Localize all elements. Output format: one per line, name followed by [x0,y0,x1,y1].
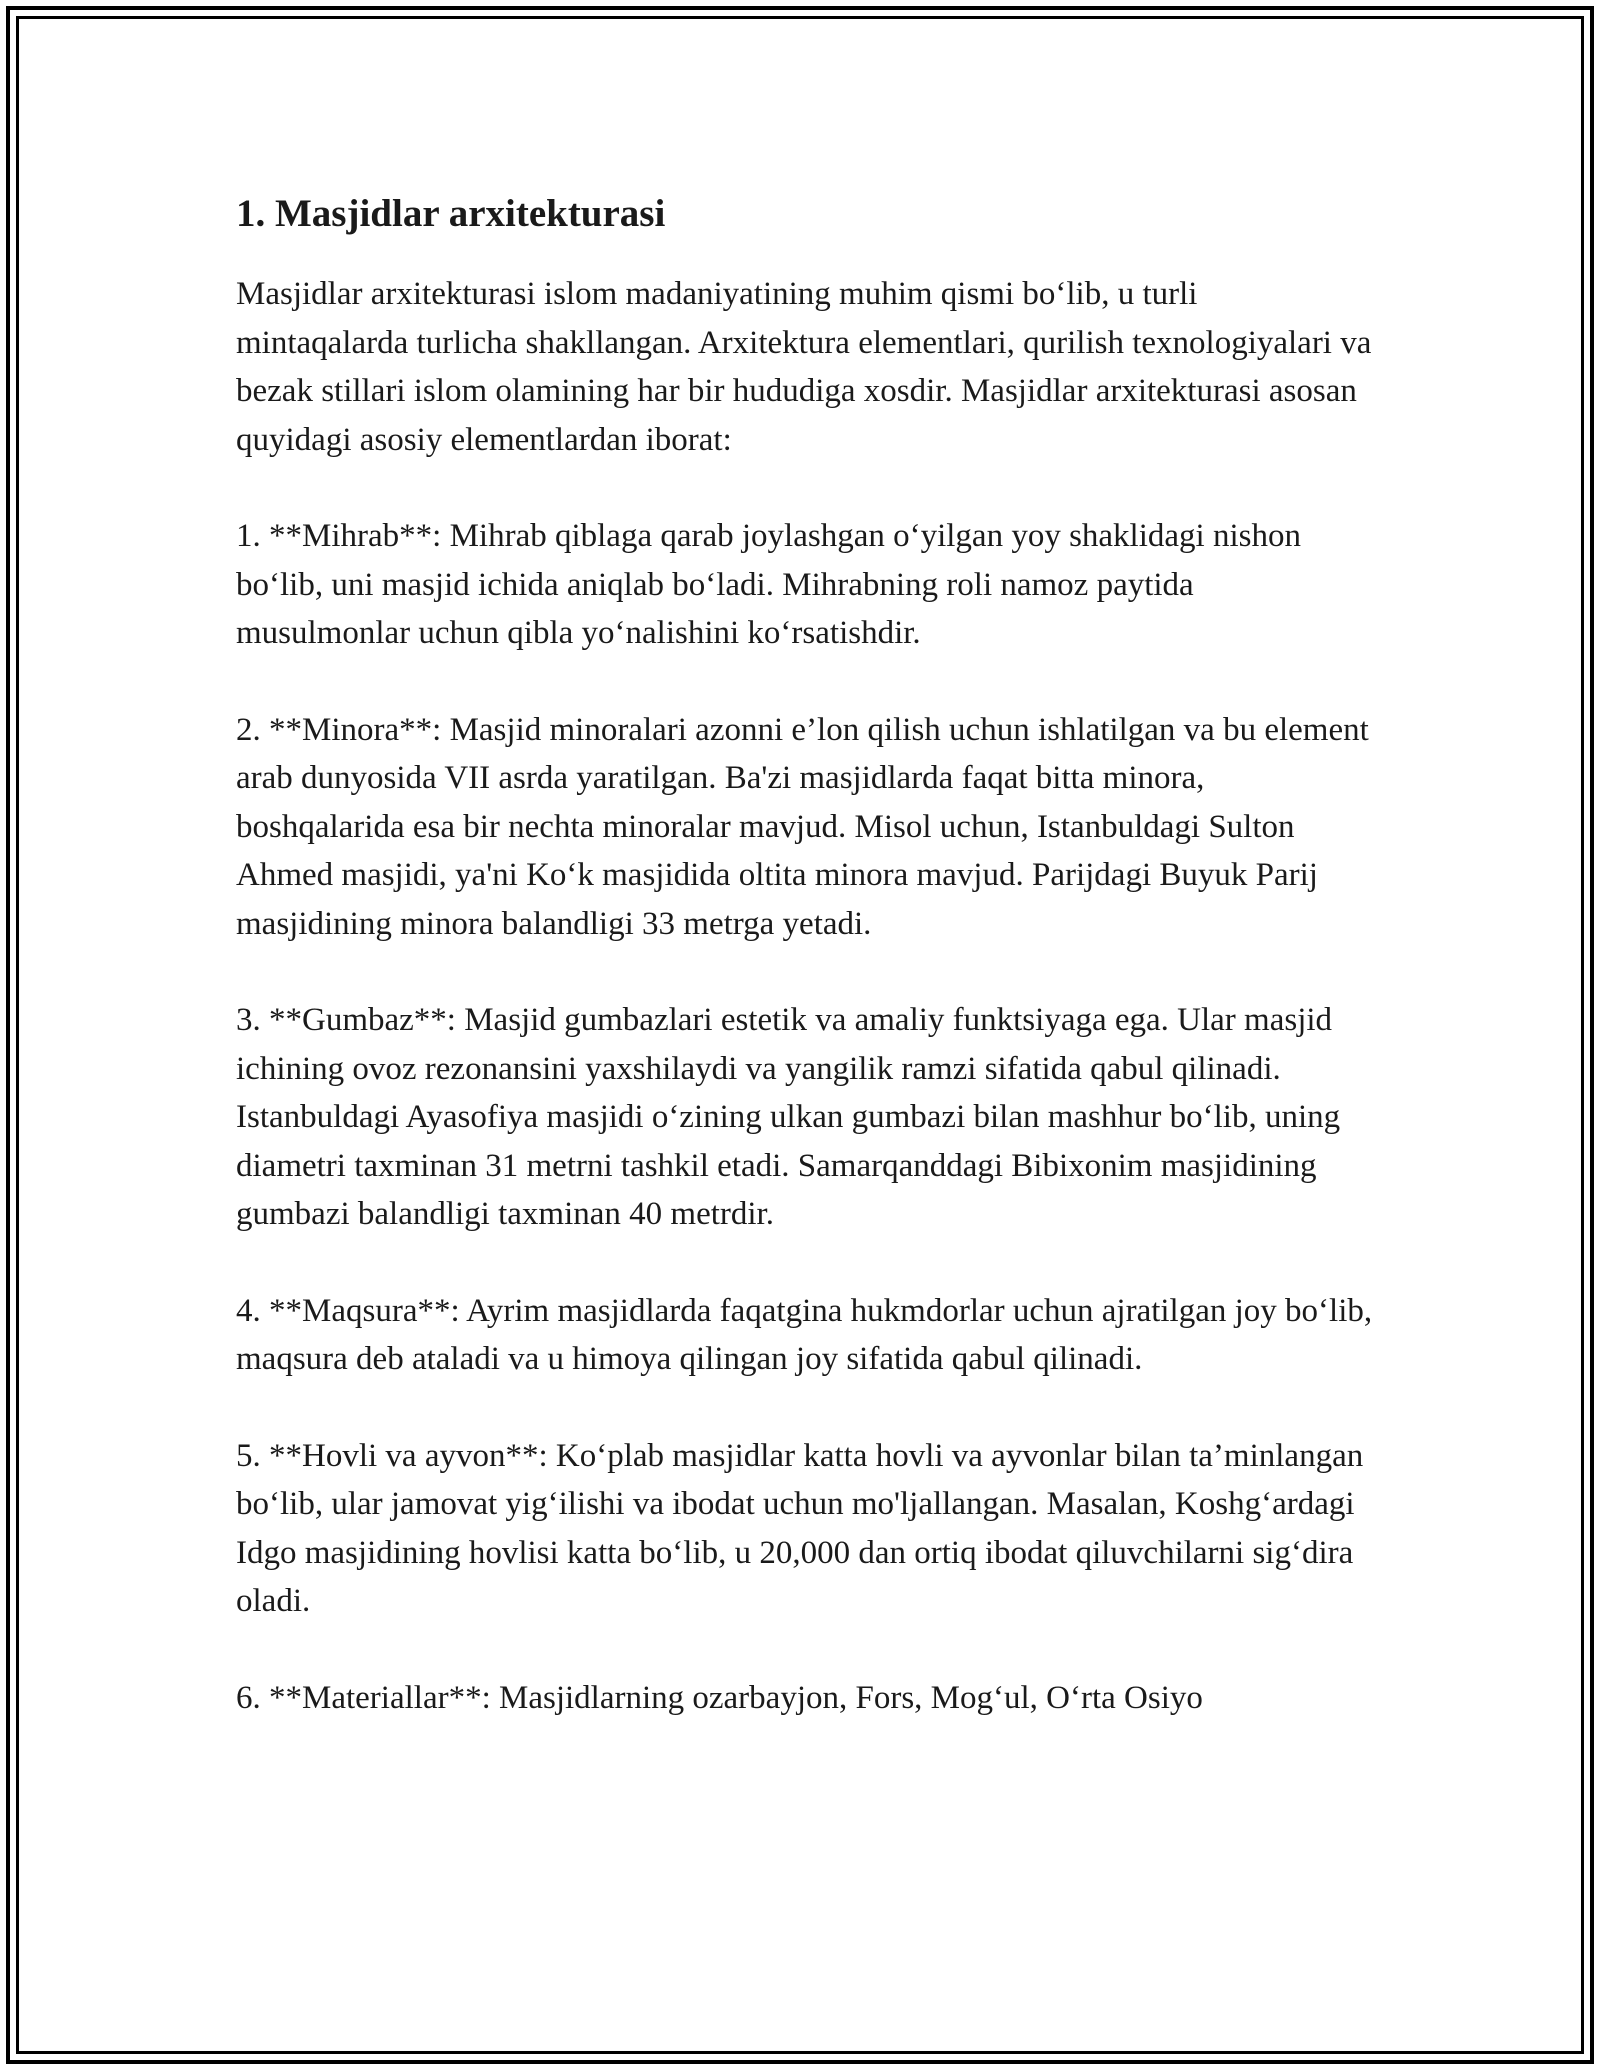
intro-paragraph: Masjidlar arxitekturasi islom madaniyatining muhim qismi bo‘lib, u turli mintaqalarda turlicha shakllangan. Arxitektura elementlari, qurilish texnologiyalari va bezak stillari islom olamining har bir hududiga xosdir. Masjidlar arxitekturasi asosan quyidagi asosiy elementlardan iborat: [236,276,1372,458]
minora-paragraph: 2. **Minora**: Masjid minoralari azonni e’lon qilish uchun ishlatilgan va bu element arab dunyosida VII asrda yaratilgan. Ba'zi masjidlarda faqat bitta minora, boshqalarida esa bir nechta minoralar mavjud. Misol uchun, Istanbuldagi Sulton Ahmed masjidi, ya'ni Ko‘k masjidida oltita minora mavjud. Parijdagi Buyuk Parij masjidining minora balandligi 33 metrga yetadi. [236,711,1369,942]
maqsura-paragraph: 4. **Maqsura**: Ayrim masjidlarda faqatgina hukmdorlar uchun ajratilgan joy bo‘lib, maqsura deb ataladi va u himoya qilingan joy sifatida qabul qilinadi. [236,1292,1373,1377]
materiallar-paragraph: 6. **Materiallar**: Masjidlarning ozarbayjon, Fors, Mog‘ul, O‘rta Osiyo [236,1679,1203,1716]
hovli-ayvon-paragraph: 5. **Hovli va ayvon**: Ko‘plab masjidlar katta hovli va ayvonlar bilan ta’minlangan bo‘lib, ular jamovat yig‘ilishi va ibodat uchun mo'ljallangan. Masalan, Koshg‘ardagi Idgo masjidining hovlisi katta bo‘lib, u 20,000 dan ortiq ibodat qiluvchilarni sig‘dira oladi. [236,1437,1364,1619]
gumbaz-paragraph: 3. **Gumbaz**: Masjid gumbazlari estetik va amaliy funktsiyaga ega. Ular masjid ichining ovoz rezonansini yaxshilaydi va yangilik ramzi sifatida qabul qilinadi. Istanbuldagi Ayasofiya masjidi o‘zining ulkan gumbazi bilan mashhur bo‘lib, uning diametri taxminan 31 metrni tashkil etadi. Samarqanddagi Bibixonim masjidining gumbazi balandligi taxminan 40 metrdir. [236,1002,1341,1232]
document-body [236,188,1376,1770]
mihrab-paragraph: 1. **Mihrab**: Mihrab qiblaga qarab joylashgan o‘yilgan yoy shaklidagi nishon bo‘lib, uni masjid ichida aniqlab bo‘ladi. Mihrabning roli namoz paytida musulmonlar uchun qibla yo‘nalishini ko‘rsatishdir. [236,518,1301,651]
section-heading: 1. Masjidlar arxitekturasi [236,192,666,235]
